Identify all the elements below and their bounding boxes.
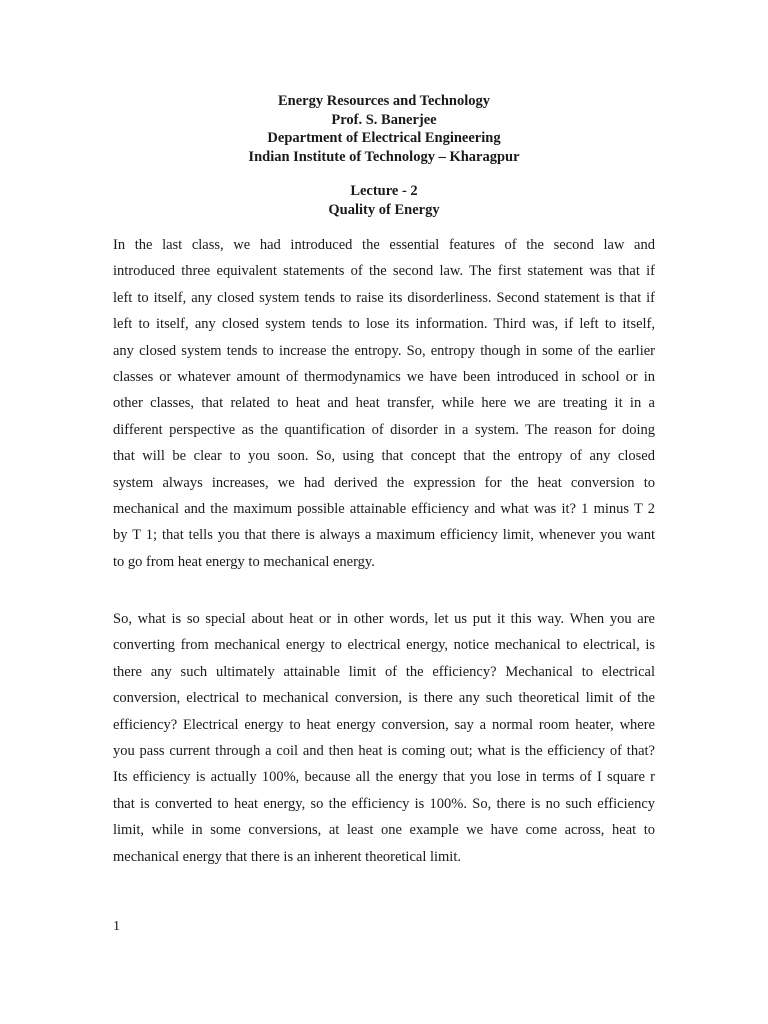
paragraph-line: different perspective as the quantification of disorder in a system. The reason for doing [113, 421, 655, 438]
course-title: Energy Resources and Technology [277, 93, 491, 109]
paragraph-line: efficiency? Electrical energy to heat energy conversion, say a normal room heater, where [113, 716, 655, 733]
paragraph-line: So, what is so special about heat or in other words, let us put it this way. When you are [113, 611, 655, 627]
paragraph-line: In the last class, we had introduced the essential features of the second law and [113, 237, 655, 253]
paragraph-line: classes or whatever amount of thermodynamics we have been introduced in school or in [113, 369, 655, 386]
institute-name: Indian Institute of Technology – Kharagpur [248, 148, 520, 165]
lecture-heading [0, 182, 768, 219]
page-number: 1 [113, 919, 120, 934]
paragraph-line: left to itself, any closed system tends to lose its information. Third was, if left to itself, [113, 316, 655, 333]
lecture-number: Lecture - 2 [350, 183, 418, 199]
paragraph-line: mechanical energy that there is an inherent theoretical limit. [113, 848, 461, 865]
paragraph-line: that is converted to heat energy, so the efficiency is 100%. So, there is no such efficiency [113, 795, 655, 812]
paragraph-line: Its efficiency is actually 100%, because all the energy that you lose in terms of I square r [113, 769, 655, 786]
paragraph-line: mechanical and the maximum possible attainable efficiency and what was it? 1 minus T 2 [113, 501, 655, 518]
paragraph-line: limit, while in some conversions, at least one example we have come across, heat to [113, 822, 655, 839]
paragraph-line: converting from mechanical energy to electrical energy, notice mechanical to electrical, is [113, 637, 655, 654]
professor-name: Prof. S. Banerjee [331, 111, 437, 128]
paragraph-1 [113, 232, 655, 575]
lecture-title: Quality of Energy [328, 201, 440, 218]
paragraph-2 [113, 606, 655, 870]
paragraph-line: there any such ultimately attainable limit of the efficiency? Mechanical to electrical [113, 663, 655, 680]
paragraph-line: that will be clear to you soon. So, using that concept that the entropy of any closed [113, 448, 655, 465]
paragraph-line: conversion, electrical to mechanical conversion, is there any such theoretical limit of the [113, 690, 655, 707]
paragraph-line: to go from heat energy to mechanical energy. [113, 553, 375, 570]
paragraph-line: any closed system tends to increase the entropy. So, entropy though in some of the earlier [113, 342, 655, 359]
paragraph-line: other classes, that related to heat and heat transfer, while here we are treating it in a [113, 395, 655, 412]
paragraph-line: left to itself, any closed system tends to raise its disorderliness. Second statement is that if [113, 289, 655, 306]
department-name: Department of Electrical Engineering [267, 130, 501, 146]
paragraph-line: you pass current through a coil and then heat is coming out; what is the efficiency of that? [113, 743, 655, 760]
paragraph-line: system always increases, we had derived the expression for the heat conversion to [113, 474, 655, 491]
paragraph-line: introduced three equivalent statements of the second law. The first statement was that if [113, 263, 655, 280]
document-header [0, 92, 768, 166]
paragraph-line: by T 1; that tells you that there is always a maximum efficiency limit, whenever you want [113, 527, 655, 544]
